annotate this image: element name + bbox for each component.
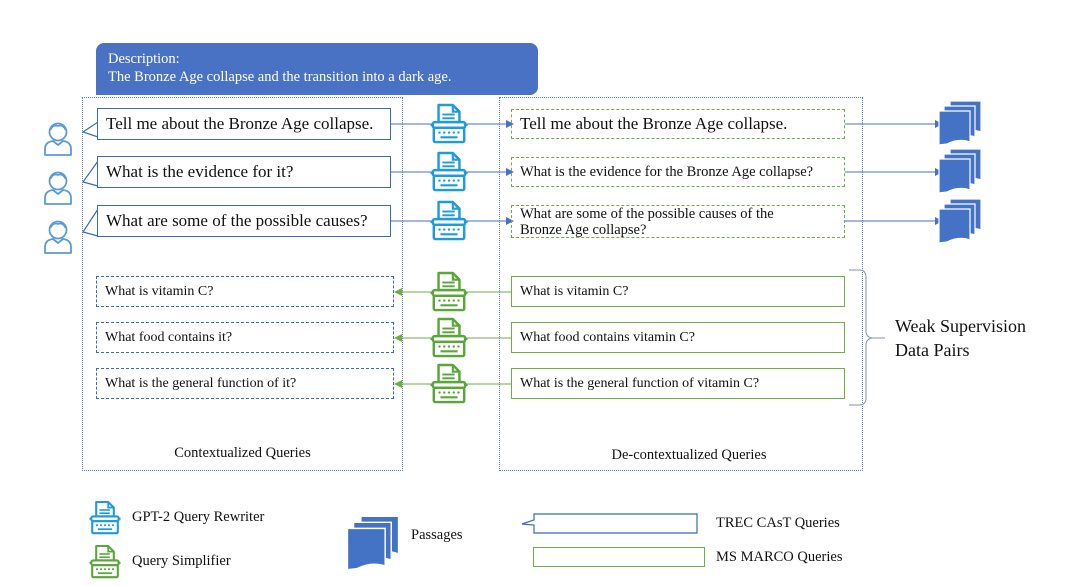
decontextualized-title: De-contextualized Queries	[611, 447, 767, 463]
description-text: The Bronze Age collapse and the transition into a dark age.	[108, 69, 452, 85]
weak-supervision-label	[895, 314, 1026, 362]
weak-supervision-line1: Weak Supervision	[895, 316, 1027, 336]
legend-trec-swatch	[520, 512, 700, 536]
passages-stack-icon	[938, 148, 982, 194]
legend-trec-label: TREC CAsT Queries	[716, 515, 840, 531]
decontextual-query-3	[511, 205, 845, 238]
legend-msmarco-swatch	[533, 547, 705, 567]
contextualized-title: Contextualized Queries	[174, 445, 311, 461]
legend-gpt2-label: GPT-2 Query Rewriter	[132, 509, 265, 525]
typewriter-icon	[89, 500, 121, 536]
decontextual-query-3-line1: What are some of the possible causes of the	[520, 206, 774, 222]
typewriter-icon	[430, 103, 468, 145]
typewriter-icon	[430, 200, 468, 242]
decontextual-query-4: What is vitamin C?	[511, 276, 845, 307]
user-icon	[43, 218, 73, 254]
typewriter-icon	[89, 544, 121, 580]
contextual-query-2: What is the evidence for it?	[97, 156, 391, 188]
legend-simplifier-label: Query Simplifier	[132, 553, 231, 569]
legend-msmarco-label: MS MARCO Queries	[716, 549, 843, 565]
passages-stack-icon	[346, 515, 400, 571]
description-banner	[96, 43, 538, 95]
contextual-query-1: Tell me about the Bronze Age collapse.	[97, 108, 391, 140]
description-label: Description:	[108, 51, 180, 67]
typewriter-icon	[430, 151, 468, 193]
decontextual-query-2: What is the evidence for the Bronze Age collapse?	[511, 157, 845, 187]
contextual-query-4: What is vitamin C?	[96, 276, 394, 307]
contextual-query-5: What food contains it?	[96, 322, 394, 353]
decontextual-query-6: What is the general function of vitamin C?	[511, 368, 845, 399]
weak-supervision-line2: Data Pairs	[895, 340, 970, 360]
passages-stack-icon	[938, 198, 982, 244]
contextual-query-6: What is the general function of it?	[96, 368, 394, 399]
user-icon	[43, 120, 73, 156]
typewriter-icon	[430, 271, 468, 313]
user-icon	[43, 169, 73, 205]
decontextual-query-5: What food contains vitamin C?	[511, 322, 845, 353]
decontextual-query-3-line2: Bronze Age collapse?	[520, 222, 647, 238]
passages-stack-icon	[938, 100, 982, 146]
contextual-query-3: What are some of the possible causes?	[97, 205, 391, 237]
typewriter-icon	[430, 317, 468, 359]
decontextual-query-1: Tell me about the Bronze Age collapse.	[511, 109, 845, 139]
legend-passages-label: Passages	[411, 527, 463, 543]
typewriter-icon	[430, 363, 468, 405]
